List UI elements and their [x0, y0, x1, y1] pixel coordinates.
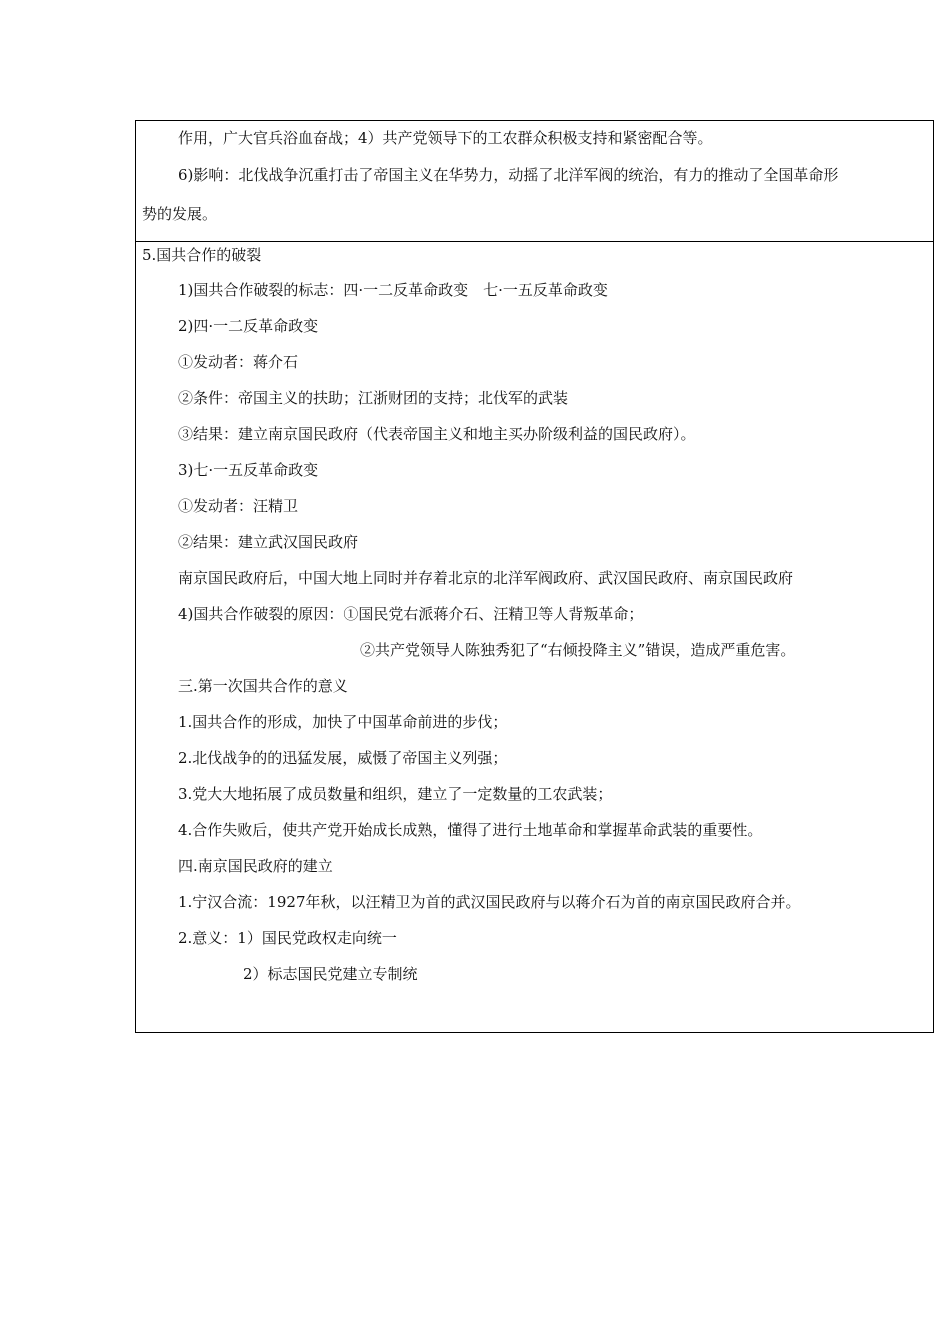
text-line: 4.合作失败后，使共产党开始成长成熟，懂得了进行土地革命和掌握革命武装的重要性。	[178, 821, 763, 839]
text-line: 4)国共合作破裂的原因：①国民党右派蒋介石、汪精卫等人背叛革命；	[178, 605, 644, 623]
text-line: ①发动者：蒋介石	[178, 353, 299, 371]
text-line: ③结果：建立南京国民政府（代表帝国主义和地主买办阶级利益的国民政府）。	[178, 425, 696, 443]
text-line: 势的发展。	[142, 205, 218, 223]
text-line: 1)国共合作破裂的标志：四·一二反革命政变 七·一五反革命政变	[178, 281, 608, 299]
section-heading: 四.南京国民政府的建立	[178, 857, 333, 875]
section-heading: 5.国共合作的破裂	[142, 246, 262, 264]
text-line: ②条件：帝国主义的扶助；江浙财团的支持；北伐军的武装	[178, 389, 569, 407]
text-line: 2)四·一二反革命政变	[178, 317, 319, 335]
text-line: ①发动者：汪精卫	[178, 497, 299, 515]
text-line: 3.党大大地拓展了成员数量和组织，建立了一定数量的工农武装；	[178, 785, 613, 803]
text-line: ②共产党领导人陈独秀犯了“右倾投降主义”错误，造成严重危害。	[360, 641, 796, 659]
text-line: 1.国共合作的形成，加快了中国革命前进的步伐；	[178, 713, 508, 731]
text-line: 南京国民政府后，中国大地上同时并存着北京的北洋军阀政府、武汉国民政府、南京国民政府	[178, 569, 794, 587]
text-line: 3)七·一五反革命政变	[178, 461, 319, 479]
text-line: 2.北伐战争的的迅猛发展，威慑了帝国主义列强；	[178, 749, 508, 767]
text-line: 作用，广大官兵浴血奋战；4）共产党领导下的工农群众积极支持和紧密配合等。	[178, 129, 713, 147]
text-line: 2.意义：1）国民党政权走向统一	[178, 929, 397, 947]
text-line: 6)影响：北伐战争沉重打击了帝国主义在华势力，动摇了北洋军阀的统治，有力的推动了全国革命形	[178, 166, 839, 184]
section-heading: 三.第一次国共合作的意义	[178, 677, 348, 695]
text-line: ②结果：建立武汉国民政府	[178, 533, 359, 551]
text-line: 2）标志国民党建立专制统	[243, 965, 418, 983]
text-line: 1.宁汉合流：1927年秋，以汪精卫为首的武汉国民政府与以蒋介石为首的南京国民政府合并。	[178, 893, 801, 911]
